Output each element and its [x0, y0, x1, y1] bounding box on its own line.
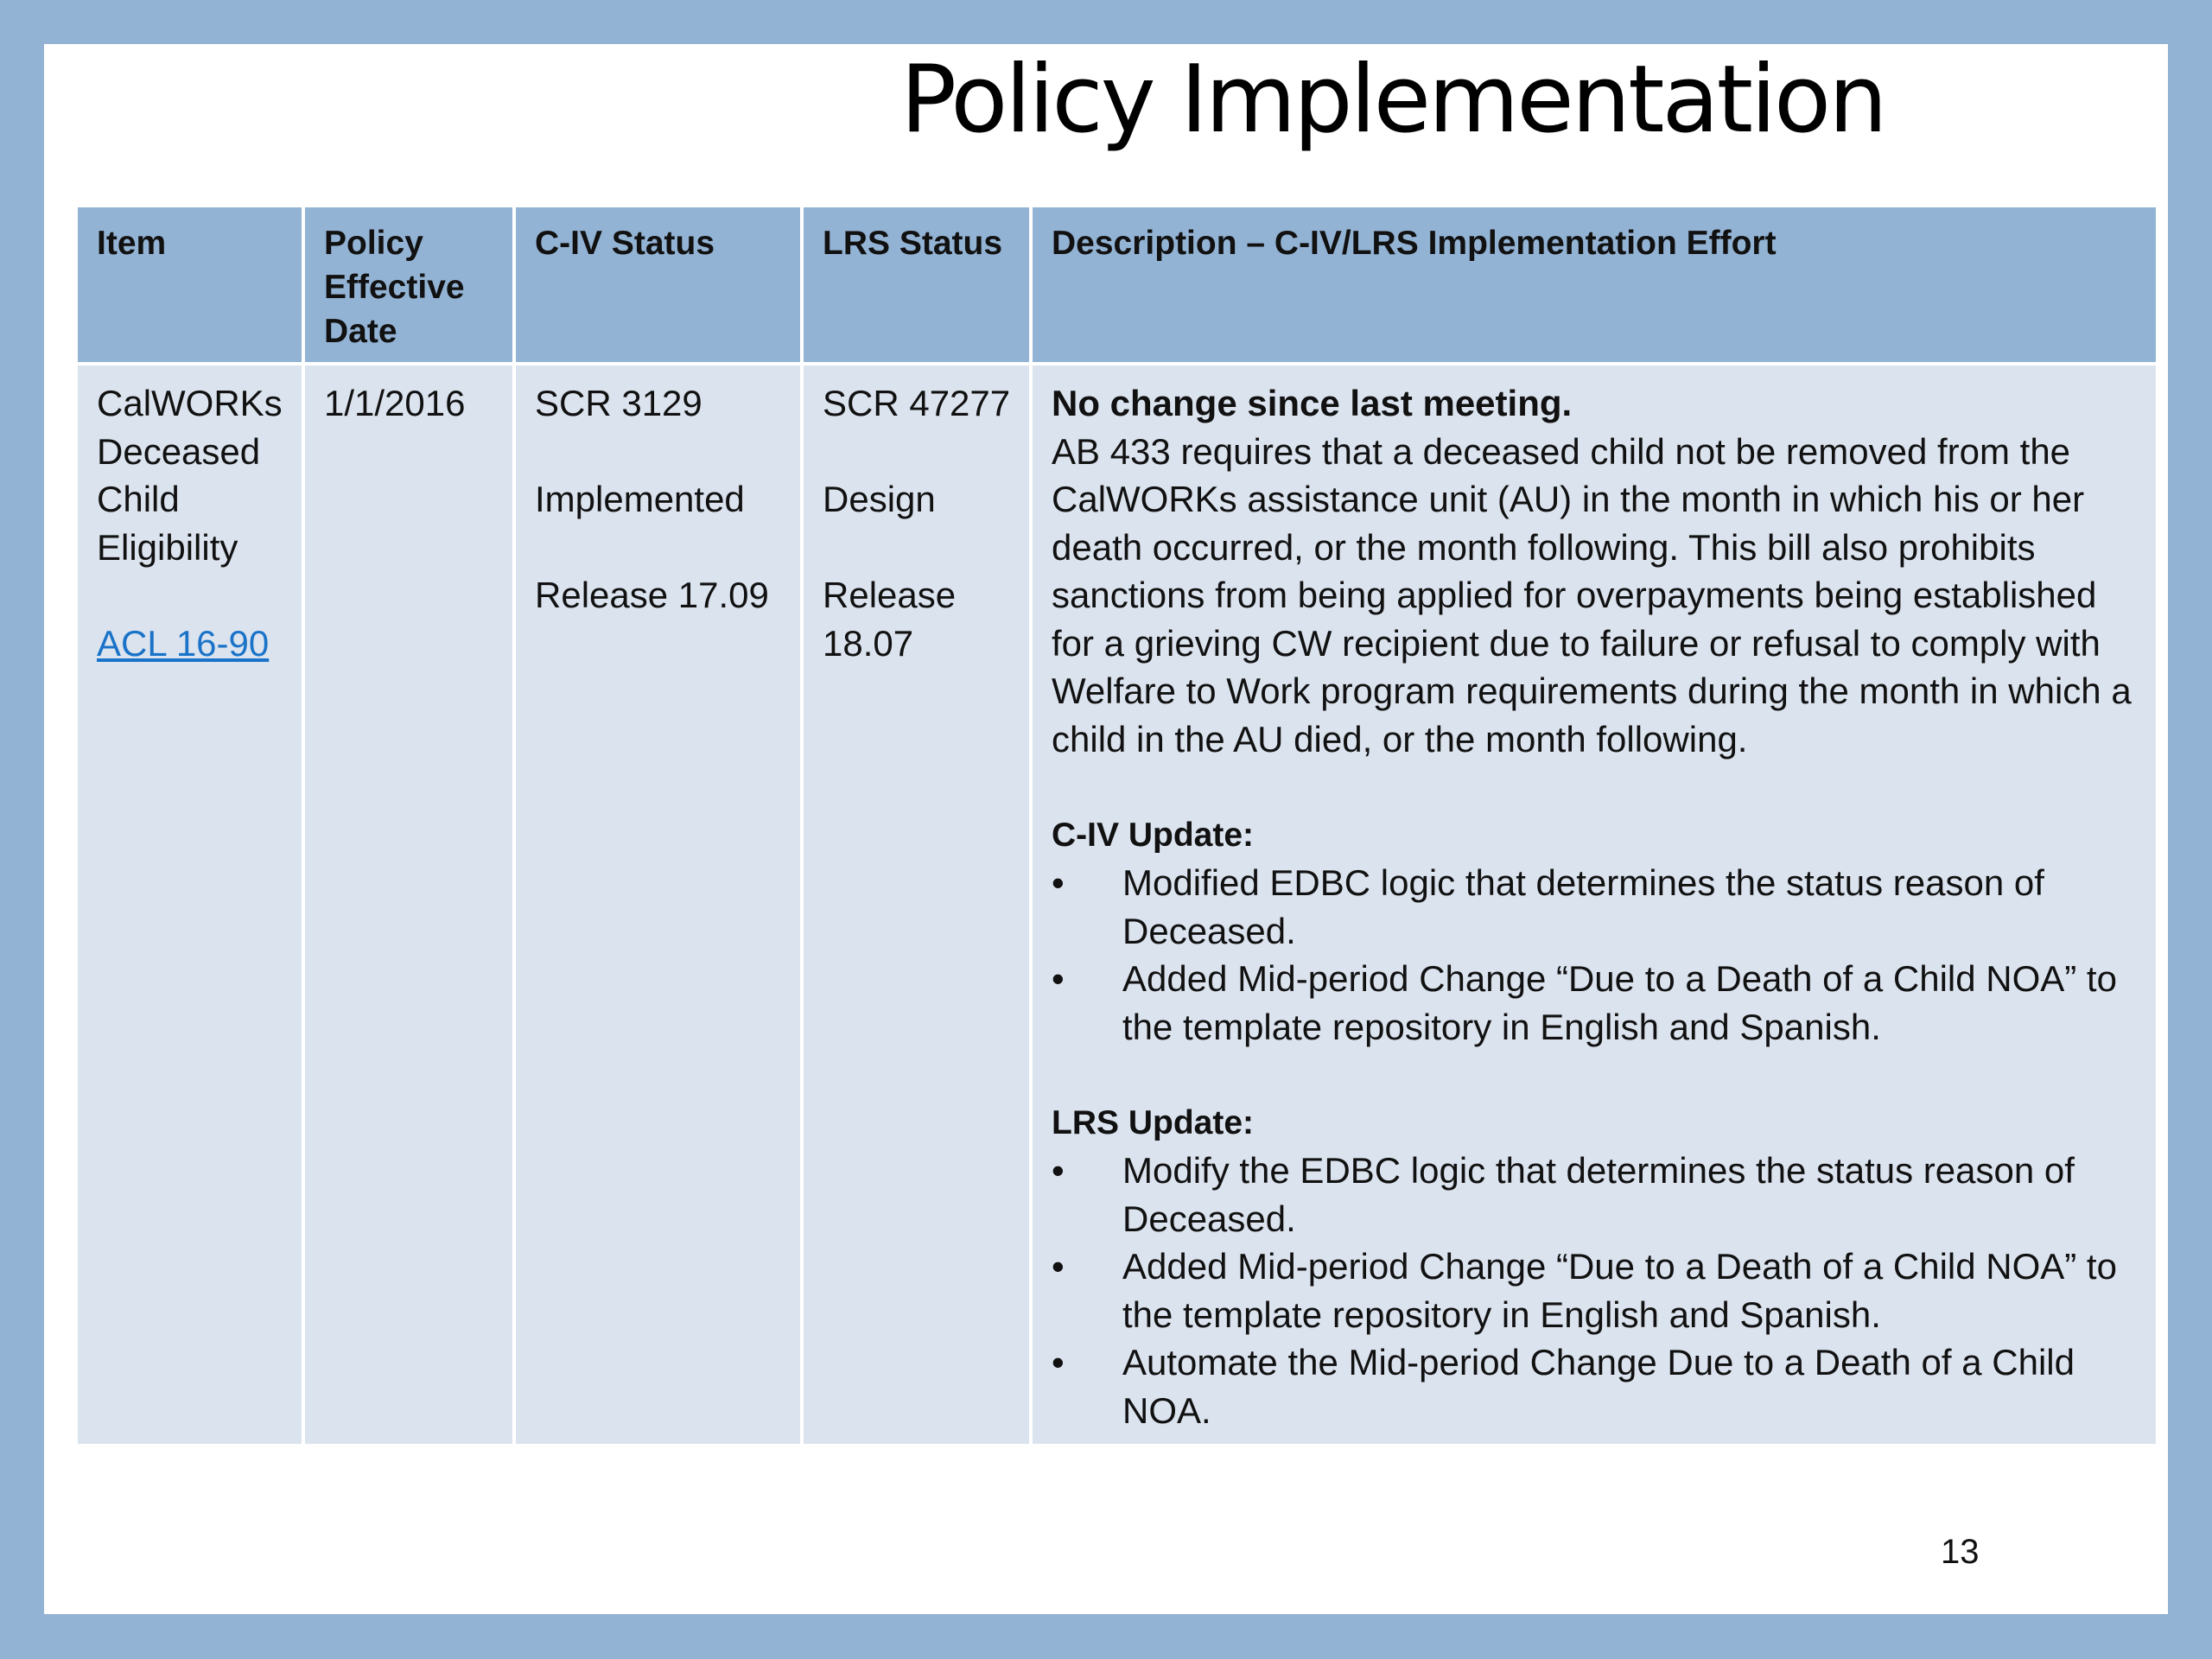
lrs-status: Design [823, 479, 936, 519]
slide-title: Policy Implementation [900, 46, 1885, 154]
header-lrs-status: LRS Status [802, 206, 1031, 364]
header-description: Description – C-IV/LRS Implementation Effort [1031, 206, 2158, 364]
spacer [97, 571, 284, 620]
spacer [823, 428, 1012, 476]
lrs-update-item: Added Mid-period Change “Due to a Death of a Child NOA” to the template repository in English and Spanish. [1122, 1246, 2117, 1335]
list-item [1052, 1338, 2139, 1434]
bullet-icon: • [1052, 1150, 1065, 1191]
item-cell [76, 364, 303, 1446]
civ-status-cell [514, 364, 802, 1446]
policy-table [74, 204, 2159, 1447]
table-row [76, 364, 2158, 1446]
lrs-scr: SCR 47277 [823, 383, 1011, 423]
item-name: CalWORKs Deceased Child Eligibility [97, 383, 283, 568]
spacer [823, 524, 1012, 572]
civ-update-item: Added Mid-period Change “Due to a Death of a Child NOA” to the template repository in English and Spanish. [1122, 958, 2117, 1047]
list-item [1052, 1147, 2139, 1243]
description-body: AB 433 requires that a deceased child not be removed from the CalWORKs assistance unit (AU) in the month in which his or her death occurred, or the month following. This bill also prohibits sanctions from being applied for overpayments being established for a grieving CW recipient due to failure or refusal to comply with Welfare to Work program requirements during the month in which a child in the AU died, or the month following. [1052, 430, 2132, 760]
civ-update-list [1052, 859, 2139, 1051]
lrs-status-cell [802, 364, 1031, 1446]
list-item [1052, 1243, 2139, 1338]
header-civ-status: C-IV Status [514, 206, 802, 364]
slide [44, 44, 2168, 1614]
table-header-row [76, 206, 2158, 364]
civ-update-item: Modified EDBC logic that determines the status reason of Deceased. [1122, 862, 2044, 951]
spacer [535, 524, 783, 572]
lrs-release: Release 18.07 [823, 575, 957, 664]
page-number: 13 [1941, 1533, 1980, 1571]
spacer [535, 428, 783, 476]
civ-status: Implemented [535, 479, 745, 519]
lrs-update-item: Modify the EDBC logic that determines the status reason of Deceased. [1122, 1150, 2075, 1239]
bullet-icon: • [1052, 1246, 1065, 1287]
civ-release: Release 17.09 [535, 575, 769, 615]
lrs-update-item: Automate the Mid-period Change Due to a Death of a Child NOA. [1122, 1342, 2075, 1431]
civ-update-heading: C-IV Update: [1052, 816, 1254, 854]
spacer [1052, 1051, 2139, 1099]
header-item: Item [76, 206, 303, 364]
bullet-icon: • [1052, 1342, 1065, 1382]
header-policy-effective-date: Policy Effective Date [303, 206, 514, 364]
lrs-update-heading: LRS Update: [1052, 1103, 1254, 1141]
bullet-icon: • [1052, 958, 1065, 999]
acl-link[interactable]: ACL 16-90 [97, 622, 270, 664]
description-cell [1031, 364, 2158, 1446]
spacer [1052, 763, 2139, 811]
civ-scr: SCR 3129 [535, 383, 702, 423]
list-item [1052, 859, 2139, 955]
description-summary: No change since last meeting. [1052, 383, 1573, 423]
lrs-update-list [1052, 1147, 2139, 1434]
effective-date-cell [303, 364, 514, 1446]
bullet-icon: • [1052, 862, 1065, 903]
effective-date: 1/1/2016 [324, 383, 466, 423]
list-item [1052, 955, 2139, 1051]
